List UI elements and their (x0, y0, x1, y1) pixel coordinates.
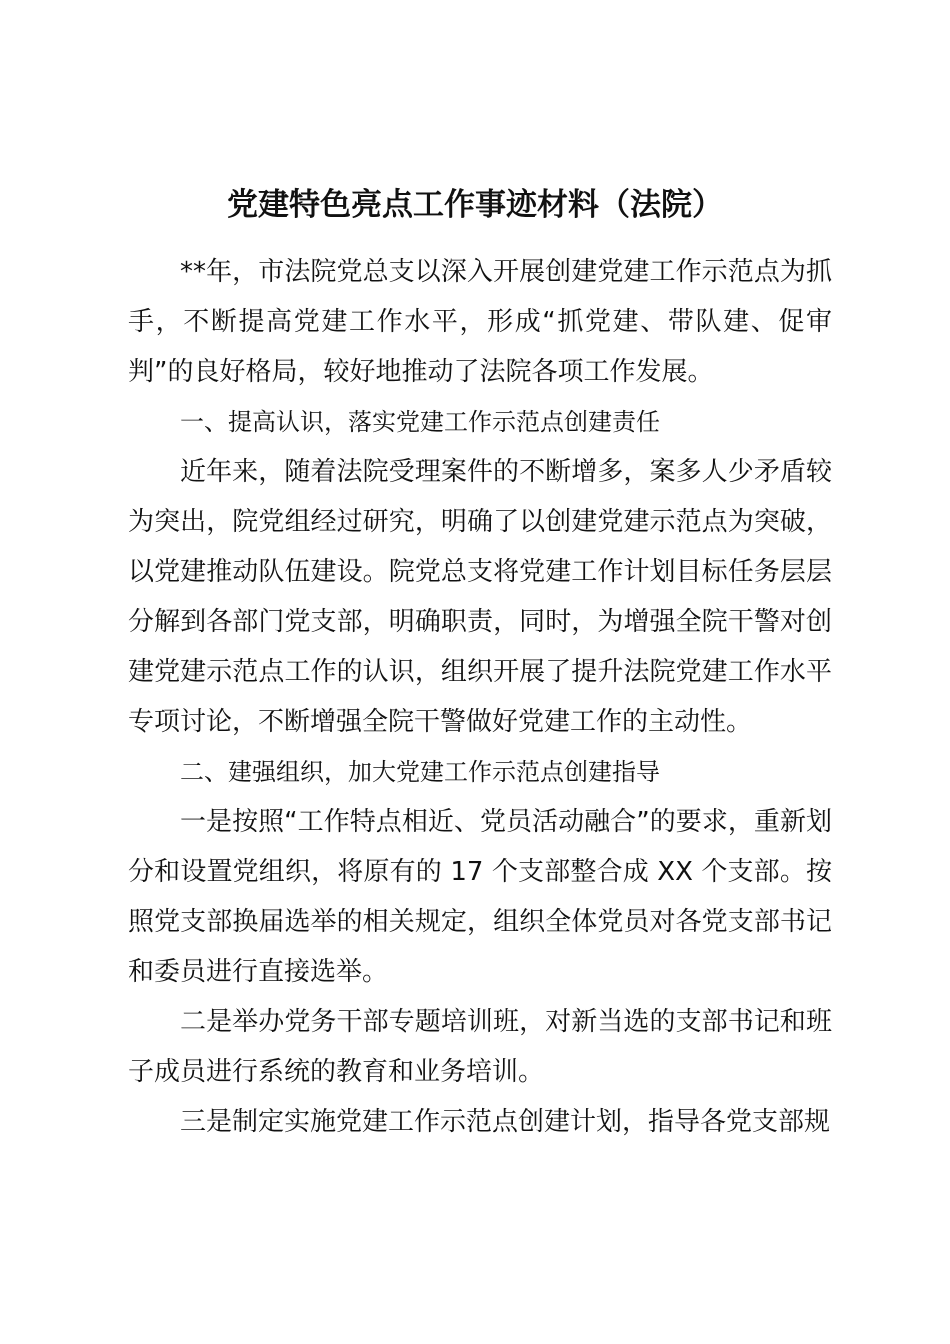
section-heading-2: 二、建强组织，加大党建工作示范点创建指导 (180, 758, 660, 786)
paragraph-item-1: 一是按照“工作特点相近、党员活动融合”的要求，重新划分和设置党组织，将原有的 17 个支部整合成 XX 个支部。按照党支部换届选举的相关规定，组织全体党员对各党支部书记和委员进行直接选举。 (128, 807, 832, 987)
paragraph-section-1: 近年来，随着法院受理案件的不断增多，案多人少矛盾较为突出，院党组经过研究，明确了以创建党建示范点为突破，以党建推动队伍建设。院党总支将党建工作计划目标任务层层分解到各部门党支部，明确职责，同时，为增强全院干警对创建党建示范点工作的认识，组织开展了提升法院党建工作水平专项讨论，不断增强全院干警做好党建工作的主动性。 (128, 457, 832, 737)
document-body (128, 247, 832, 1147)
document-title: 党建特色亮点工作事迹材料（法院） (227, 187, 723, 223)
paragraph-intro: **年，市法院党总支以深入开展创建党建工作示范点为抓手，不断提高党建工作水平，形成“抓党建、带队建、促审判”的良好格局，较好地推动了法院各项工作发展。 (128, 257, 832, 387)
section-heading-1: 一、提高认识，落实党建工作示范点创建责任 (180, 408, 660, 436)
paragraph-item-3: 三是制定实施党建工作示范点创建计划，指导各党支部规 (180, 1107, 831, 1137)
paragraph-item-2: 二是举办党务干部专题培训班，对新当选的支部书记和班子成员进行系统的教育和业务培训。 (128, 1007, 832, 1087)
